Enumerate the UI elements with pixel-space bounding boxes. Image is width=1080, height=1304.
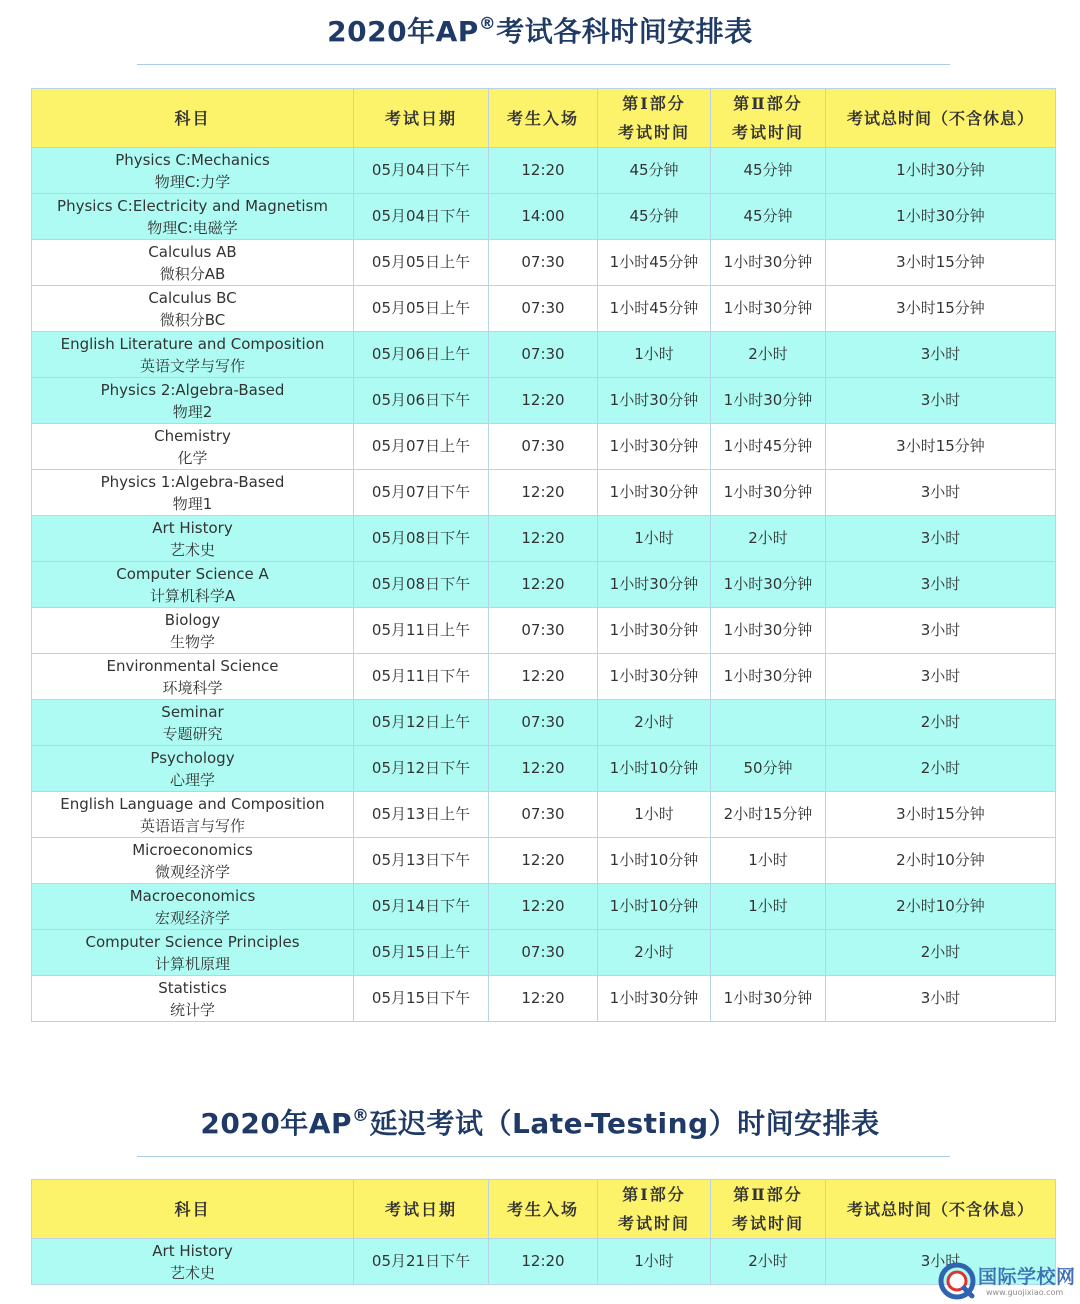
part2-cell: 1小时30分钟 (711, 378, 826, 424)
date-cell: 05月08日下午 (354, 562, 489, 608)
header-part1-line1: 第Ⅰ部分 (622, 1185, 686, 1204)
date-cell: 05月05日上午 (354, 240, 489, 286)
header-date: 考试日期 (354, 1180, 489, 1239)
part2-cell: 1小时30分钟 (711, 286, 826, 332)
subject-chinese: 化学 (177, 448, 208, 467)
part2-cell: 2小时 (711, 332, 826, 378)
checkin-cell: 07:30 (489, 424, 598, 470)
table-row (32, 240, 1056, 286)
part1-cell: 2小时 (598, 700, 711, 746)
subject-chinese: 心理学 (169, 770, 215, 789)
part2-cell: 1小时30分钟 (711, 654, 826, 700)
subject-english: Physics C:Mechanics (115, 150, 270, 169)
part1-cell: 1小时30分钟 (598, 424, 711, 470)
title-divider (137, 64, 950, 65)
part2-cell: 1小时30分钟 (711, 470, 826, 516)
part1-cell: 1小时30分钟 (598, 470, 711, 516)
subject-chinese: 宏观经济学 (154, 908, 230, 927)
date-cell: 05月15日上午 (354, 930, 489, 976)
checkin-cell: 12:20 (489, 654, 598, 700)
checkin-cell: 12:20 (489, 1239, 598, 1285)
date-cell: 05月14日下午 (354, 884, 489, 930)
date-cell: 05月07日下午 (354, 470, 489, 516)
checkin-cell: 07:30 (489, 792, 598, 838)
part2-cell (711, 700, 826, 746)
subject-chinese: 计算机原理 (154, 954, 230, 973)
watermark-name: 国际学校网 (978, 1266, 1076, 1288)
part2-cell (711, 930, 826, 976)
table-row (32, 838, 1056, 884)
main-title-suffix: 考试各科时间安排表 (496, 15, 753, 48)
part1-cell: 1小时30分钟 (598, 378, 711, 424)
part1-cell: 1小时30分钟 (598, 608, 711, 654)
subject-english: Biology (164, 610, 221, 629)
total-cell: 3小时15分钟 (826, 792, 1056, 838)
table-row (32, 976, 1056, 1022)
date-cell: 05月12日上午 (354, 700, 489, 746)
date-cell: 05月07日上午 (354, 424, 489, 470)
subject-cell (32, 608, 354, 654)
part2-cell: 2小时 (711, 1239, 826, 1285)
date-cell: 05月12日下午 (354, 746, 489, 792)
total-cell: 2小时10分钟 (826, 838, 1056, 884)
part2-cell: 1小时30分钟 (711, 976, 826, 1022)
date-cell: 05月06日上午 (354, 332, 489, 378)
part2-cell: 45分钟 (711, 194, 826, 240)
subject-chinese: 英语文学与写作 (139, 356, 245, 375)
subject-english: Art History (152, 1241, 233, 1260)
subject-cell (32, 562, 354, 608)
header-checkin: 考生入场 (489, 1180, 598, 1239)
subject-cell (32, 930, 354, 976)
subject-english: Macroeconomics (129, 886, 256, 905)
header-part2 (711, 1180, 826, 1239)
subject-cell (32, 424, 354, 470)
header-checkin: 考生入场 (489, 89, 598, 148)
subject-cell (32, 240, 354, 286)
subject-cell (32, 1239, 354, 1285)
date-cell: 05月13日下午 (354, 838, 489, 884)
total-cell: 2小时 (826, 930, 1056, 976)
header-part2-line2: 考试时间 (731, 1214, 804, 1233)
table-row (32, 378, 1056, 424)
table-row (32, 286, 1056, 332)
total-cell: 3小时 (826, 654, 1056, 700)
date-cell: 05月05日上午 (354, 286, 489, 332)
checkin-cell: 12:20 (489, 838, 598, 884)
part2-cell: 1小时 (711, 838, 826, 884)
part1-cell: 1小时 (598, 792, 711, 838)
part1-cell: 1小时30分钟 (598, 976, 711, 1022)
header-part2-line2: 考试时间 (731, 123, 804, 142)
checkin-cell: 07:30 (489, 930, 598, 976)
subject-chinese: 微积分AB (159, 264, 226, 283)
total-cell: 2小时10分钟 (826, 884, 1056, 930)
subject-english: Calculus BC (148, 288, 237, 307)
date-cell: 05月13日上午 (354, 792, 489, 838)
table-row (32, 884, 1056, 930)
subject-chinese: 英语语言与写作 (139, 816, 245, 835)
subject-english: Physics C:Electricity and Magnetism (57, 196, 328, 215)
subject-chinese: 艺术史 (169, 540, 215, 559)
total-cell: 1小时30分钟 (826, 194, 1056, 240)
checkin-cell: 07:30 (489, 608, 598, 654)
late-title-suffix: 延迟考试（Late-Testing）时间安排表 (369, 1107, 880, 1140)
total-cell: 3小时15分钟 (826, 240, 1056, 286)
total-cell: 3小时15分钟 (826, 424, 1056, 470)
total-cell: 3小时 (826, 332, 1056, 378)
table-row (32, 608, 1056, 654)
part1-cell: 1小时 (598, 332, 711, 378)
subject-english: Microeconomics (132, 840, 253, 859)
subject-cell (32, 286, 354, 332)
part2-cell: 1小时30分钟 (711, 240, 826, 286)
checkin-cell: 12:20 (489, 884, 598, 930)
subject-english: Environmental Science (106, 656, 279, 675)
part1-cell: 1小时10分钟 (598, 884, 711, 930)
subject-english: Computer Science A (116, 564, 269, 583)
part1-cell: 45分钟 (598, 148, 711, 194)
header-part2 (711, 89, 826, 148)
checkin-cell: 14:00 (489, 194, 598, 240)
registered-mark: ® (352, 1106, 370, 1126)
part2-cell: 1小时30分钟 (711, 562, 826, 608)
part2-cell: 1小时30分钟 (711, 608, 826, 654)
late-title-prefix: 2020年AP (200, 1107, 352, 1140)
subject-chinese: 物理C:电磁学 (147, 218, 238, 237)
late-schedule-table (31, 1179, 1056, 1285)
title-divider (137, 1156, 950, 1157)
header-part1 (598, 89, 711, 148)
part2-cell: 2小时 (711, 516, 826, 562)
subject-chinese: 微积分BC (159, 310, 226, 329)
main-schedule-table (31, 88, 1056, 1022)
subject-chinese: 物理C:力学 (154, 172, 231, 191)
part1-cell: 1小时 (598, 516, 711, 562)
date-cell: 05月11日上午 (354, 608, 489, 654)
subject-cell (32, 746, 354, 792)
date-cell: 05月04日下午 (354, 194, 489, 240)
checkin-cell: 07:30 (489, 332, 598, 378)
subject-chinese: 计算机科学A (149, 586, 236, 605)
subject-chinese: 艺术史 (169, 1263, 215, 1282)
total-cell: 3小时 (826, 976, 1056, 1022)
subject-english: Seminar (161, 702, 224, 721)
subject-chinese: 物理1 (172, 494, 213, 513)
subject-english: Psychology (150, 748, 235, 767)
header-subject: 科目 (32, 89, 354, 148)
checkin-cell: 12:20 (489, 516, 598, 562)
subject-cell (32, 700, 354, 746)
header-part1 (598, 1180, 711, 1239)
main-title-prefix: 2020年AP (327, 15, 479, 48)
watermark-url: www.guojixiao.com (986, 1288, 1064, 1297)
part1-cell: 45分钟 (598, 194, 711, 240)
total-cell: 2小时 (826, 746, 1056, 792)
table-header-row (32, 89, 1056, 148)
part2-cell: 50分钟 (711, 746, 826, 792)
table-row (32, 194, 1056, 240)
header-part2-line1: 第Ⅱ部分 (733, 1185, 803, 1204)
subject-cell (32, 838, 354, 884)
subject-english: Physics 1:Algebra-Based (100, 472, 285, 491)
part2-cell: 2小时15分钟 (711, 792, 826, 838)
table-row (32, 746, 1056, 792)
header-total: 考试总时间（不含休息） (826, 89, 1056, 148)
subject-chinese: 微观经济学 (154, 862, 230, 881)
total-cell: 3小时 (826, 378, 1056, 424)
part1-cell: 1小时10分钟 (598, 746, 711, 792)
table-row (32, 700, 1056, 746)
part1-cell: 1小时30分钟 (598, 654, 711, 700)
subject-cell (32, 792, 354, 838)
date-cell: 05月06日下午 (354, 378, 489, 424)
part1-cell: 1小时45分钟 (598, 286, 711, 332)
header-subject: 科目 (32, 1180, 354, 1239)
subject-english: Statistics (158, 978, 227, 997)
table-row (32, 930, 1056, 976)
subject-english: Calculus AB (148, 242, 237, 261)
subject-english: Computer Science Principles (85, 932, 300, 951)
header-part1-line1: 第Ⅰ部分 (622, 94, 686, 113)
total-cell: 3小时 (826, 562, 1056, 608)
part1-cell: 1小时30分钟 (598, 562, 711, 608)
subject-cell (32, 516, 354, 562)
subject-cell (32, 976, 354, 1022)
total-cell: 1小时30分钟 (826, 148, 1056, 194)
subject-english: English Literature and Composition (60, 334, 325, 353)
checkin-cell: 12:20 (489, 378, 598, 424)
part1-cell: 1小时 (598, 1239, 711, 1285)
part2-cell: 1小时45分钟 (711, 424, 826, 470)
total-cell: 2小时 (826, 700, 1056, 746)
checkin-cell: 07:30 (489, 240, 598, 286)
subject-english: Physics 2:Algebra-Based (100, 380, 285, 399)
part1-cell: 1小时45分钟 (598, 240, 711, 286)
site-watermark (938, 1258, 1080, 1304)
header-part2-line1: 第Ⅱ部分 (733, 94, 803, 113)
checkin-cell: 12:20 (489, 746, 598, 792)
total-cell: 3小时15分钟 (826, 286, 1056, 332)
part1-cell: 1小时10分钟 (598, 838, 711, 884)
header-date: 考试日期 (354, 89, 489, 148)
main-schedule-title (0, 12, 1080, 52)
registered-mark: ® (478, 14, 497, 34)
subject-chinese: 统计学 (169, 1000, 215, 1019)
date-cell: 05月08日下午 (354, 516, 489, 562)
site-logo-icon (938, 1262, 976, 1300)
subject-chinese: 专题研究 (162, 724, 223, 743)
date-cell: 05月15日下午 (354, 976, 489, 1022)
header-total: 考试总时间（不含休息） (826, 1180, 1056, 1239)
date-cell: 05月11日下午 (354, 654, 489, 700)
table-row (32, 470, 1056, 516)
table-row (32, 562, 1056, 608)
total-cell: 3小时 (826, 470, 1056, 516)
subject-english: Art History (152, 518, 233, 537)
total-cell: 3小时 (826, 1239, 1056, 1285)
subject-cell (32, 884, 354, 930)
part2-cell: 45分钟 (711, 148, 826, 194)
table-row (32, 424, 1056, 470)
table-row (32, 1239, 1056, 1285)
part2-cell: 1小时 (711, 884, 826, 930)
checkin-cell: 12:20 (489, 470, 598, 516)
checkin-cell: 07:30 (489, 700, 598, 746)
table-header-row (32, 1180, 1056, 1239)
checkin-cell: 12:20 (489, 976, 598, 1022)
subject-chinese: 环境科学 (162, 678, 223, 697)
total-cell: 3小时 (826, 516, 1056, 562)
subject-english: Chemistry (154, 426, 231, 445)
date-cell: 05月21日下午 (354, 1239, 489, 1285)
subject-cell (32, 148, 354, 194)
header-part1-line2: 考试时间 (617, 123, 690, 142)
table-row (32, 654, 1056, 700)
header-part1-line2: 考试时间 (617, 1214, 690, 1233)
table-row (32, 792, 1056, 838)
checkin-cell: 07:30 (489, 286, 598, 332)
subject-cell (32, 194, 354, 240)
subject-cell (32, 654, 354, 700)
subject-chinese: 物理2 (172, 402, 213, 421)
part1-cell: 2小时 (598, 930, 711, 976)
table-row (32, 516, 1056, 562)
late-schedule-title (0, 1104, 1080, 1144)
checkin-cell: 12:20 (489, 562, 598, 608)
subject-cell (32, 470, 354, 516)
date-cell: 05月04日下午 (354, 148, 489, 194)
table-row (32, 148, 1056, 194)
subject-chinese: 生物学 (169, 632, 215, 651)
total-cell: 3小时 (826, 608, 1056, 654)
subject-english: English Language and Composition (60, 794, 325, 813)
checkin-cell: 12:20 (489, 148, 598, 194)
subject-cell (32, 378, 354, 424)
table-row (32, 332, 1056, 378)
subject-cell (32, 332, 354, 378)
